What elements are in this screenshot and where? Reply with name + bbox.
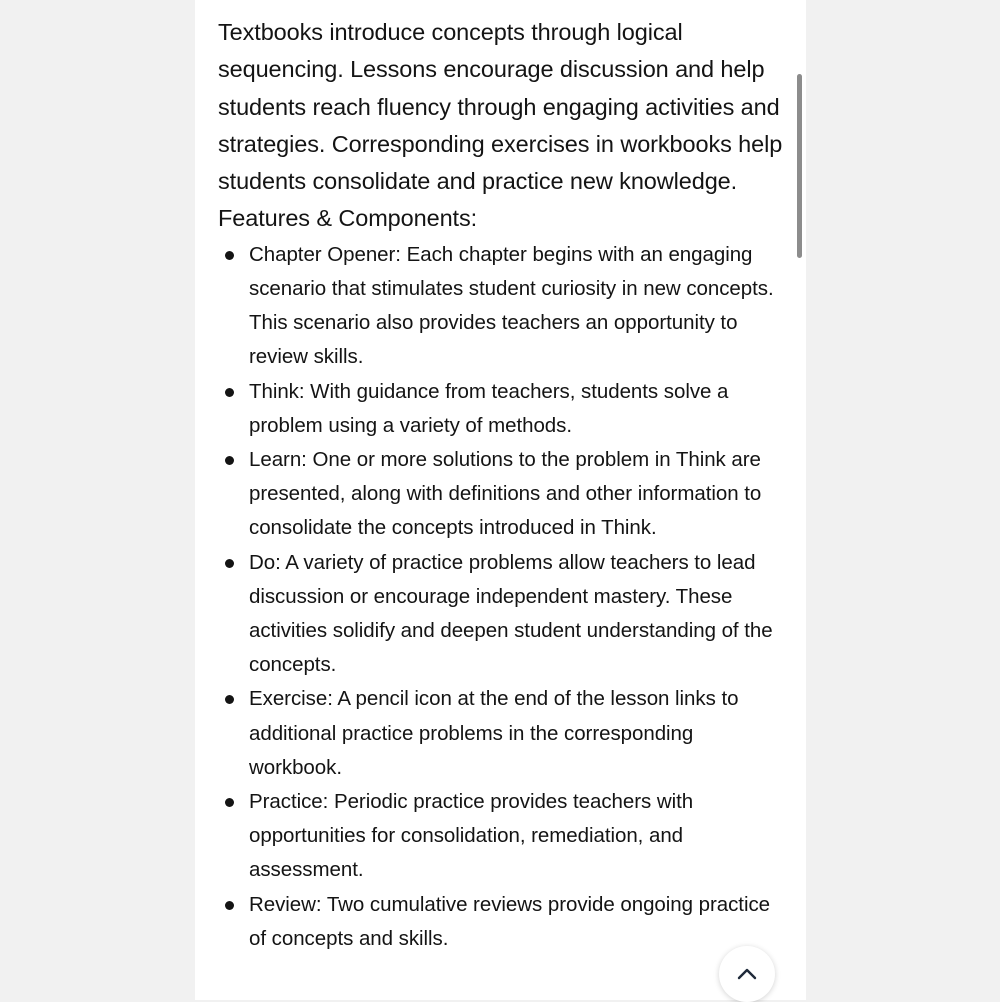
bullet-icon [225, 695, 234, 704]
intro-paragraph: Textbooks introduce concepts through logical sequencing. Lessons encourage discussion and help students reach fluency through engaging activities and strategies. Corresponding exercises in workbooks help students consolidate and practice new knowledge. Features & Components: [218, 19, 783, 232]
list-item-text: Review: Two cumulative reviews provide ongoing practice of concepts and skills. [249, 892, 771, 950]
list-item [218, 888, 783, 956]
list-item [218, 375, 783, 443]
bullet-icon [225, 798, 234, 807]
list-item-text: Learn: One or more solutions to the problem in Think are presented, along with definitions and other information to consolidate the concepts introduced in Think. [249, 448, 762, 540]
list-item-text: Chapter Opener: Each chapter begins with an engaging scenario that stimulates student curiosity in new concepts. This scenario also provides teachers an opportunity to review skills. [249, 242, 774, 369]
list-item-text: Do: A variety of practice problems allow teachers to lead discussion or encourage independent mastery. These activities solidify and deepen student understanding of the concepts. [249, 550, 773, 677]
list-item [218, 546, 783, 683]
bullet-icon [225, 901, 234, 910]
list-item [218, 238, 783, 375]
bullet-icon [225, 388, 234, 397]
list-item-text: Practice: Periodic practice provides teachers with opportunities for consolidation, remediation, and assessment. [249, 790, 694, 882]
bullet-icon [225, 251, 234, 260]
list-item [218, 682, 783, 785]
list-item-text: Exercise: A pencil icon at the end of the lesson links to additional practice problems in the corresponding workbook. [249, 687, 739, 779]
article-content [218, 14, 783, 956]
list-item-text: Think: With guidance from teachers, students solve a problem using a variety of methods. [249, 379, 729, 437]
list-item [218, 443, 783, 546]
back-to-top-button[interactable] [719, 946, 775, 1002]
content-page [195, 0, 806, 1000]
list-item [218, 785, 783, 888]
chevron-up-icon [736, 967, 758, 981]
bullet-icon [225, 456, 234, 465]
scrollbar-thumb[interactable] [797, 74, 802, 258]
features-list [218, 238, 783, 956]
bullet-icon [225, 559, 234, 568]
